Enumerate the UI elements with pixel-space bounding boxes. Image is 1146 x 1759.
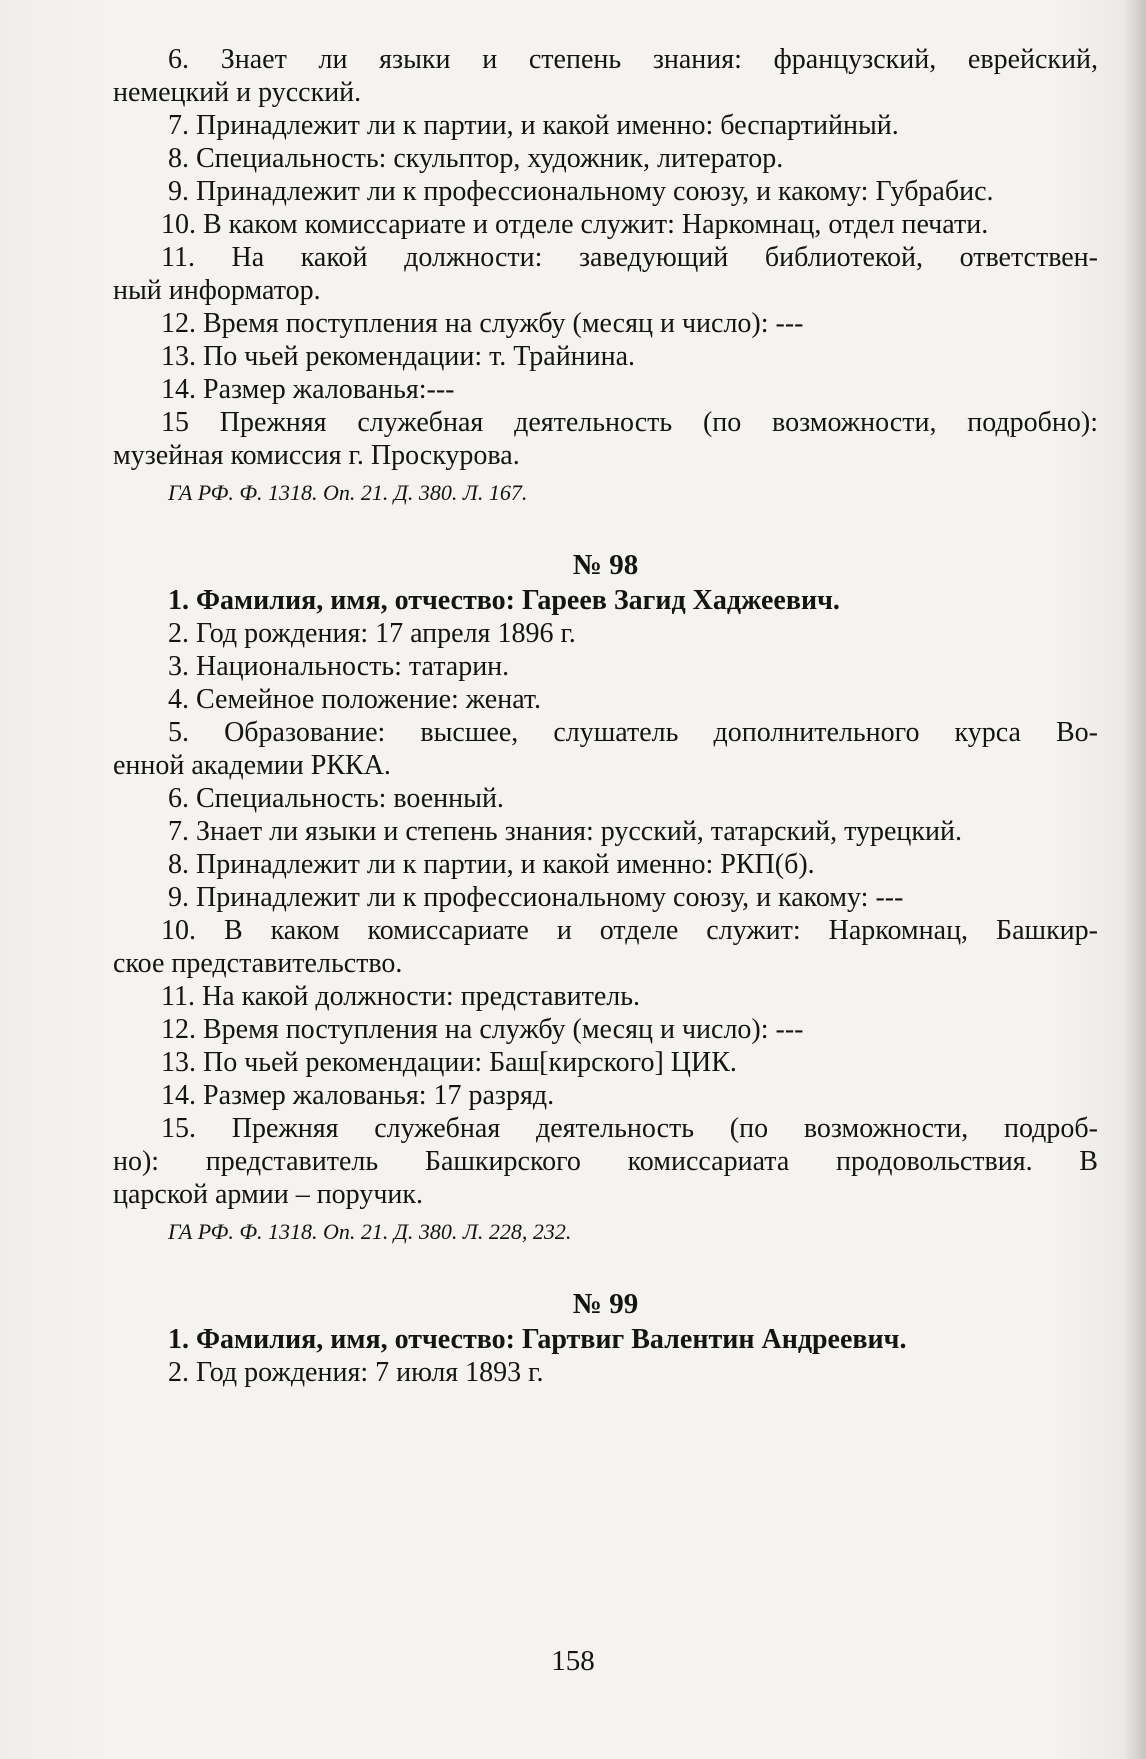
record-97-item-14: 14. Размер жалованья:--- <box>161 374 455 405</box>
record-97-item-7: 7. Принадлежит ли к партии, и какой именно: беспартийный. <box>168 110 899 141</box>
record-98-item-2: 2. Год рождения: 17 апреля 1896 г. <box>168 618 576 649</box>
record-98-item-8: 8. Принадлежит ли к партии, и какой именно: РКП(б). <box>168 849 815 880</box>
record-98-item-10: 10. В каком комиссариате и отделе служит: Наркомнац, Башкир- <box>161 915 1098 946</box>
page-number: 158 <box>551 1645 595 1677</box>
record-98-item-3: 3. Национальность: татарин. <box>168 651 510 682</box>
record-98-item-15-cont-2: царской армии – поручик. <box>113 1179 423 1210</box>
archive-source-reference: ГА РФ. Ф. 1318. Оп. 21. Д. 380. Л. 228, 232. <box>168 1219 572 1244</box>
archive-source-reference: ГА РФ. Ф. 1318. Оп. 21. Д. 380. Л. 167. <box>168 480 528 505</box>
record-98-item-13: 13. По чьей рекомендации: Баш[кирского] ЦИК. <box>161 1047 737 1078</box>
record-98-item-15: 15. Прежняя служебная деятельность (по возможности, подроб- <box>161 1113 1098 1144</box>
record-98-item-6: 6. Специальность: военный. <box>168 783 504 814</box>
page-edge-shadow <box>1124 0 1146 1759</box>
record-98-item-4: 4. Семейное положение: женат. <box>168 684 542 715</box>
record-98-heading: № 98 <box>572 549 639 581</box>
record-98-item-15-cont: но): представитель Башкирского комиссариата продовольствия. В <box>113 1146 1098 1177</box>
record-99-item-1: 1. Фамилия, имя, отчество: Гартвиг Валентин Андреевич. <box>168 1324 907 1355</box>
record-98-item-12: 12. Время поступления на службу (месяц и число): --- <box>161 1014 804 1045</box>
record-97-item-15: 15 Прежняя служебная деятельность (по возможности, подробно): <box>161 407 1098 438</box>
record-97-item-10: 10. В каком комиссариате и отделе служит: Наркомнац, отдел печати. <box>161 209 989 240</box>
record-98-item-11: 11. На какой должности: представитель. <box>161 981 641 1012</box>
record-98-item-14: 14. Размер жалованья: 17 разряд. <box>161 1080 555 1111</box>
record-97-item-12: 12. Время поступления на службу (месяц и число): --- <box>161 308 804 339</box>
record-98-item-10-cont: ское представительство. <box>113 948 403 979</box>
record-97-item-11-cont: ный информатор. <box>113 275 321 306</box>
record-98-item-5-cont: енной академии РККА. <box>113 750 391 781</box>
record-98-item-5: 5. Образование: высшее, слушатель дополнительного курса Во- <box>168 717 1098 748</box>
record-97-item-6: 6. Знает ли языки и степень знания: французский, еврейский, <box>168 44 1098 75</box>
record-98-item-9: 9. Принадлежит ли к профессиональному союзу, и какому: --- <box>168 882 904 913</box>
record-97-item-11: 11. На какой должности: заведующий библиотекой, ответствен- <box>161 242 1098 273</box>
record-97-item-15-cont: музейная комиссия г. Проскурова. <box>113 440 520 471</box>
record-97-item-9: 9. Принадлежит ли к профессиональному союзу, и какому: Губрабис. <box>168 176 994 207</box>
record-97-item-6-cont: немецкий и русский. <box>113 77 362 108</box>
record-98-item-7: 7. Знает ли языки и степень знания: русский, татарский, турецкий. <box>168 816 962 847</box>
record-97-item-8: 8. Специальность: скульптор, художник, литератор. <box>168 143 784 174</box>
record-99-heading: № 99 <box>572 1288 639 1320</box>
record-99-item-2: 2. Год рождения: 7 июля 1893 г. <box>168 1357 544 1388</box>
record-97-item-13: 13. По чьей рекомендации: т. Трайнина. <box>161 341 636 372</box>
document-body <box>113 44 1098 1390</box>
record-98-item-1: 1. Фамилия, имя, отчество: Гареев Загид Хаджеевич. <box>168 585 840 616</box>
